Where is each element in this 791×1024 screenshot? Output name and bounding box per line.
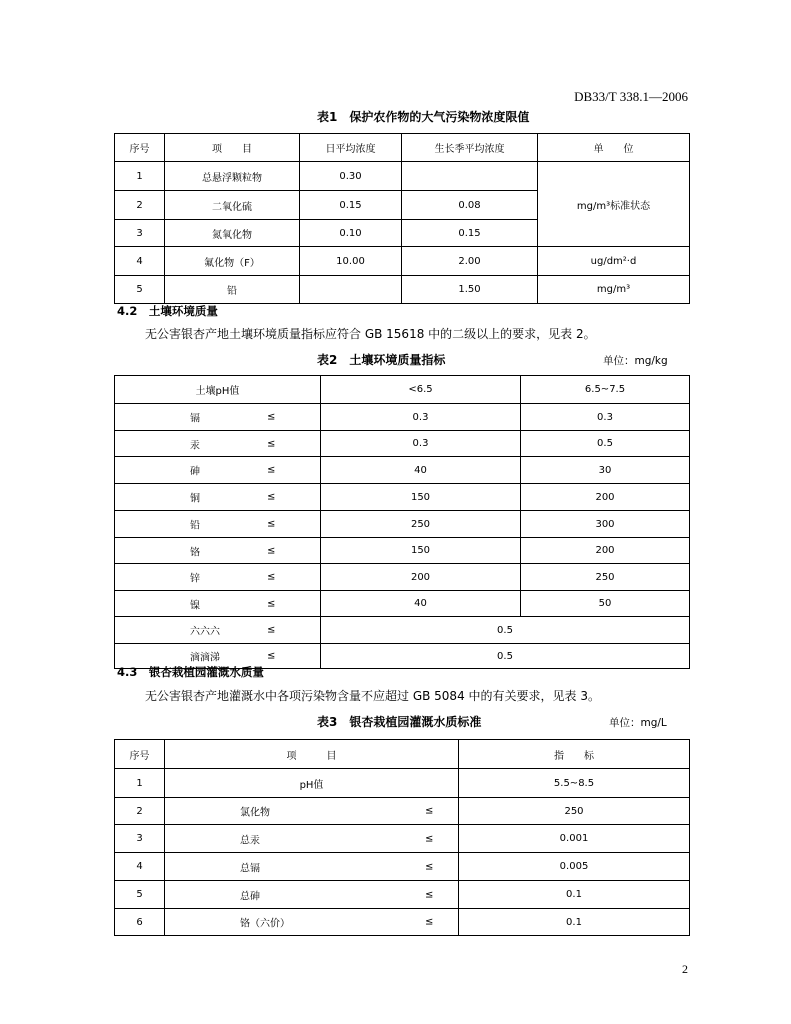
table2-cell-name: [115, 431, 321, 457]
table-row: [115, 617, 690, 644]
table1-cell-daily: 0.15: [300, 191, 402, 220]
table3-cell-no: 6: [115, 909, 165, 936]
item-name: 总汞: [240, 835, 260, 846]
table1-header-season: 生长季平均浓度: [402, 134, 538, 162]
table3-cell-item: [165, 881, 459, 909]
table2-cell-low: 40: [321, 457, 521, 484]
table3-cell-no: 1: [115, 769, 165, 798]
table1-cell-season: 2.00: [402, 247, 538, 276]
table2-cell-low: 250: [321, 511, 521, 538]
table1-cell-daily: 0.30: [300, 162, 402, 191]
element-name: 铬: [190, 547, 200, 558]
table1-cell-no: 5: [115, 276, 165, 304]
table2-header-low: <6.5: [321, 376, 521, 404]
element-name: 汞: [190, 440, 200, 451]
element-name: 六六六: [190, 626, 220, 638]
table2-cell-name: [115, 591, 321, 617]
element-name: 锌: [190, 573, 200, 585]
table1: [114, 133, 690, 304]
section-4-3-heading: 4.3 银杏栽植园灌溉水质量: [117, 665, 264, 679]
table3-cell-value: 0.005: [459, 853, 690, 881]
table1-cell-daily: 10.00: [300, 247, 402, 276]
table2-cell-mid: 50: [521, 591, 690, 617]
le-symbol: ≤: [425, 889, 434, 900]
table1-header-no: 序号: [115, 134, 165, 162]
table2: [114, 375, 690, 669]
table3-header-item: 项 目: [165, 740, 459, 769]
le-symbol: ≤: [425, 805, 434, 817]
item-name: 氯化物: [240, 807, 270, 819]
item-name: 总砷: [240, 891, 260, 902]
table1-header-item: 项 目: [165, 134, 300, 162]
table2-cell-mid: 250: [521, 564, 690, 591]
element-name: 滴滴涕: [190, 652, 220, 664]
table1-header-row: [115, 134, 690, 162]
table3: [114, 739, 690, 936]
table3-unit: 单位：mg/L: [609, 717, 667, 729]
le-symbol: ≤: [267, 411, 276, 423]
table-row: [115, 484, 690, 511]
item-name: 铬（六价）: [240, 918, 290, 930]
table1-cell-season: [402, 162, 538, 191]
table-row: [115, 276, 690, 304]
element-name: 铜: [190, 493, 200, 505]
table1-cell-daily: [300, 276, 402, 304]
element-name: 镉: [190, 413, 200, 425]
table-row: [115, 404, 690, 431]
table-row: [115, 798, 690, 825]
document-code: DB33/T 338.1—2006: [574, 89, 688, 104]
table3-cell-value: 5.5~8.5: [459, 769, 690, 798]
table2-cell-mid: 200: [521, 538, 690, 564]
table3-cell-no: 3: [115, 825, 165, 853]
table3-cell-item: [165, 853, 459, 881]
le-symbol: ≤: [425, 861, 434, 872]
le-symbol: ≤: [267, 624, 276, 636]
table1-cell-daily: 0.10: [300, 220, 402, 247]
table3-cell-value: 0.001: [459, 825, 690, 853]
table2-cell-mid: 200: [521, 484, 690, 511]
table2-cell-name: [115, 484, 321, 511]
le-symbol: ≤: [425, 833, 434, 844]
table3-cell-no: 2: [115, 798, 165, 825]
table2-cell-low: 150: [321, 484, 521, 511]
table1-header-daily: 日平均浓度: [300, 134, 402, 162]
le-symbol: ≤: [267, 438, 276, 449]
table1-caption: 表1 保护农作物的大气污染物浓度限值: [317, 110, 530, 124]
table3-cell-item: pH值: [165, 769, 459, 798]
table-row: [115, 247, 690, 276]
table1-cell-season: 1.50: [402, 276, 538, 304]
table2-cell-name: [115, 538, 321, 564]
item-name: 总镉: [240, 863, 260, 874]
element-name: 镍: [190, 600, 200, 611]
le-symbol: ≤: [425, 916, 434, 928]
table1-cell-no: 4: [115, 247, 165, 276]
table1-cell-item: 氟化物（F）: [165, 247, 300, 276]
section-4-3-text: 无公害银杏产地灌溉水中各项污染物含量不应超过 GB 5084 中的有关要求，见表 3。: [145, 689, 600, 703]
table-row: [115, 162, 690, 191]
table2-cell-merged: 0.5: [321, 644, 690, 669]
table-row: [115, 431, 690, 457]
table1-cell-season: 0.15: [402, 220, 538, 247]
table-row: [115, 538, 690, 564]
table1-cell-no: 1: [115, 162, 165, 191]
table-row: [115, 564, 690, 591]
table2-cell-mid: 300: [521, 511, 690, 538]
le-symbol: ≤: [267, 491, 276, 503]
section-4-2-text: 无公害银杏产地土壤环境质量指标应符合 GB 15618 中的二级以上的要求，见表 2。: [145, 327, 596, 341]
section-4-2-heading: 4.2 土壤环境质量: [117, 304, 218, 318]
table2-cell-name: [115, 564, 321, 591]
table-row: [115, 853, 690, 881]
le-symbol: ≤: [267, 545, 276, 556]
table2-unit: 单位：mg/kg: [603, 355, 668, 367]
table-row: [115, 825, 690, 853]
table2-header-mid: 6.5~7.5: [521, 376, 690, 404]
table1-cell-item: 二氧化硫: [165, 191, 300, 220]
table1-cell-item: 总悬浮颗粒物: [165, 162, 300, 191]
element-name: 砷: [190, 466, 200, 478]
table3-cell-item: [165, 798, 459, 825]
table3-cell-value: 250: [459, 798, 690, 825]
table1-cell-no: 2: [115, 191, 165, 220]
table2-cell-low: 0.3: [321, 431, 521, 457]
table3-header-no: 序号: [115, 740, 165, 769]
table1-cell-no: 3: [115, 220, 165, 247]
table2-cell-merged: 0.5: [321, 617, 690, 644]
table2-header-ph: 土壤pH值: [115, 376, 321, 404]
table2-cell-mid: 0.3: [521, 404, 690, 431]
table1-cell-item: 铅: [165, 276, 300, 304]
table2-caption: 表2 土壤环境质量指标: [317, 353, 446, 367]
table2-cell-mid: 0.5: [521, 431, 690, 457]
le-symbol: ≤: [267, 650, 276, 662]
table2-cell-low: 0.3: [321, 404, 521, 431]
le-symbol: ≤: [267, 571, 276, 583]
table-row: [115, 909, 690, 936]
table1-cell-unit-merged: mg/m³标准状态: [538, 162, 690, 247]
table1-cell-unit: ug/dm²·d: [538, 247, 690, 276]
table2-cell-name: [115, 511, 321, 538]
table2-cell-low: 40: [321, 591, 521, 617]
table3-cell-no: 5: [115, 881, 165, 909]
table2-cell-name: [115, 617, 321, 644]
table1-cell-unit: mg/m³: [538, 276, 690, 304]
table1-cell-item: 氮氧化物: [165, 220, 300, 247]
table-row: [115, 457, 690, 484]
table-row: [115, 511, 690, 538]
le-symbol: ≤: [267, 518, 276, 530]
le-symbol: ≤: [267, 464, 276, 476]
element-name: 铅: [190, 520, 200, 532]
table2-cell-name: [115, 404, 321, 431]
table-row: [115, 769, 690, 798]
table3-header-value: 指 标: [459, 740, 690, 769]
table3-cell-item: [165, 909, 459, 936]
table2-cell-mid: 30: [521, 457, 690, 484]
table3-cell-no: 4: [115, 853, 165, 881]
page-number: 2: [682, 962, 688, 976]
table2-cell-low: 150: [321, 538, 521, 564]
le-symbol: ≤: [267, 598, 276, 609]
table2-cell-low: 200: [321, 564, 521, 591]
table3-header-row: [115, 740, 690, 769]
table-row: [115, 881, 690, 909]
table3-cell-item: [165, 825, 459, 853]
table3-cell-value: 0.1: [459, 881, 690, 909]
table3-caption: 表3 银杏栽植园灌溉水质标准: [317, 715, 482, 729]
table1-header-unit: 单 位: [538, 134, 690, 162]
table2-cell-name: [115, 457, 321, 484]
table3-cell-value: 0.1: [459, 909, 690, 936]
table2-header-row: [115, 376, 690, 404]
table1-cell-season: 0.08: [402, 191, 538, 220]
table-row: [115, 591, 690, 617]
